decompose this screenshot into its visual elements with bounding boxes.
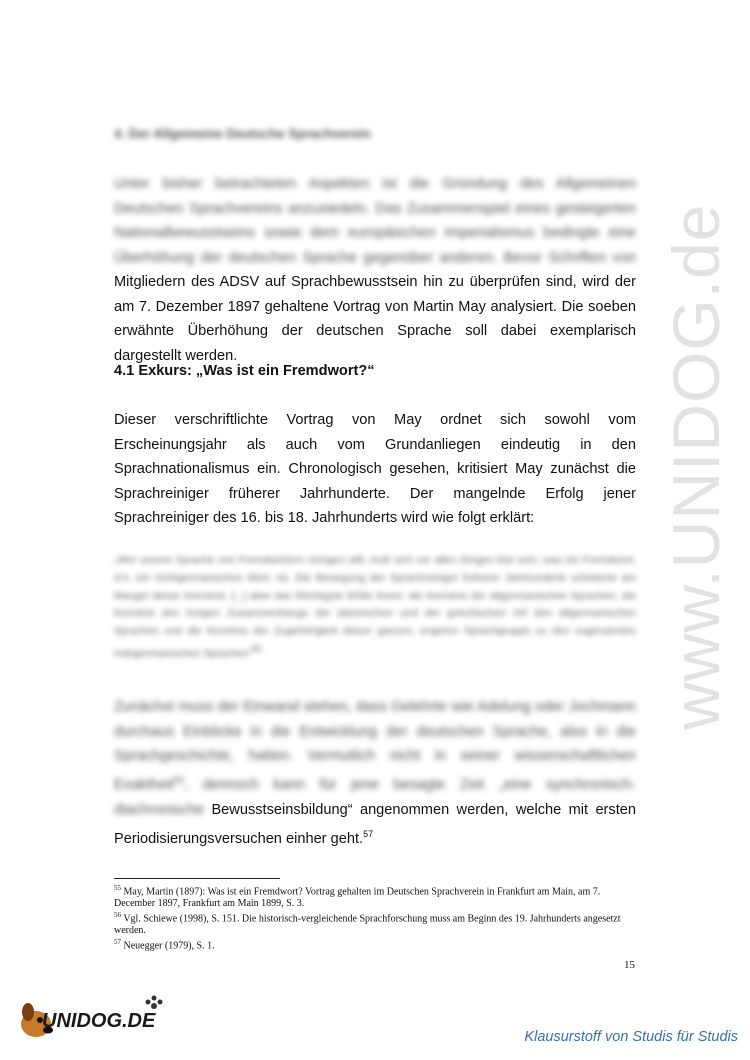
footnote-ref: 57 <box>363 829 374 840</box>
paragraph-3 <box>114 695 636 852</box>
footnote: $^{55}$ May, Martin (1897): Was ist ein Fremdwort? Vortrag gehalten im Deutschen Sprachverein in Frankfurt am Main, am 7. December 1897, Frankfurt am Main 1899, S. 3. <box>114 884 601 910</box>
visible-text: Mitgliedern des ADSV auf Sprachbewusstsein hin zu überprüfen sind, wird der am 7. Dezember 1897 gehaltene Vortrag von Martin May analysiert. Die soeben erwähnte Überhöhung der deutschen Sprache soll dabei exemplarisch dargestellt werden. <box>114 274 636 364</box>
page-number: 15 <box>624 959 635 971</box>
quote-text: „Wer unsere Sprache von Fremdwörtern reinigen will, muß sich vor allen Dingen klar sein, was ein Fremdwort, d.h. ein nichtgermanisches Wort, ist. Die Bewegung der Sprachreiniger früherer Jahrhunderte scheiterte am Mangel dieser Kenntnis. [...] aber das Wichtigste fehlte ihnen: die Kenntnis der altgermanischen Sprachen, die Kenntnis des innigen Zusammenhangs der lateinischen und der griechischen mit den altgermanischen Sprachen und die Kenntnis der Zugehörigkeit dieser ganzen, engeren Sprachgruppe zu den sogenannten Indogermanischen Sprachen“ <box>114 554 636 660</box>
visible-text: Bewusstseinsbildung“ angenommen werden, welche mit ersten Periodisierungsversuchen einher geht. <box>114 801 637 848</box>
slogan-text: Klausurstoff von Studis für Studis <box>524 1029 738 1045</box>
paragraph-1 <box>114 172 636 368</box>
footnote: $^{57}$ Neuegger (1979), S. 1. <box>114 937 215 952</box>
blurred-text-part: , dennoch kann für jene besagte Zeit „eine synchronisch-diachronische <box>114 777 636 818</box>
blurred-text <box>114 699 636 818</box>
paragraph-2: Dieser verschriftlichte Vortrag von May ordnet sich sowohl vom Erscheinungsjahr als auch vom Grundanliegen eindeutig in den Sprachnationalismus ein. Chronologisch gesehen, kritisiert May zunächst die Sprachreiniger früherer Jahrhunderte. Der mangelnde Erfolg jener Sprachreiniger des 16. bis 18. Jahrhunderts wird wie folgt erklärt: <box>114 412 636 526</box>
blurred-text: Unter bisher betrachteten Aspekten ist die Gründung des Allgemeinen Deutschen Sprachvereins anzusiedeln. Das Zusammenspiel eines gesteigerten Nationalbewusstseins sowie dem europäischen Imperialismus bedingte eine Überhöhung der deutschen Sprache gegenüber anderen. Bevor Schriften von <box>114 176 636 266</box>
block-quote <box>114 552 636 663</box>
footnote: $^{56}$ Vgl. Schiewe (1998), S. 151. Die historisch-vergleichende Sprachforschung muss am Beginn des 19. Jahrhunderts angesetzt werden. <box>114 910 621 937</box>
blurred-text-part: Zunächst muss der Einwand stehen, dass Gelehrte wie Adelung oder Jochmann durchaus Einblicke in die Entwicklung der deutschen Sprache, also in die Sprachgeschichte, hatten. Vermutlich nicht in seiner wissenschaftlichen Exaktheit <box>114 699 636 794</box>
logo-text: UNIDOG.DE <box>42 1010 156 1032</box>
watermark-text: www.UNIDOG.de <box>659 203 733 730</box>
subsection-heading: 4.1 Exkurs: „Was ist ein Fremdwort?“ <box>114 363 375 379</box>
section-heading: 4. Der Allgemeine Deutsche Sprachverein <box>114 126 371 141</box>
footnote-rule <box>114 878 280 879</box>
footnotes <box>114 883 636 952</box>
quote-footnote-ref: 55 <box>251 643 262 654</box>
footnote-ref: 56 <box>174 775 185 786</box>
